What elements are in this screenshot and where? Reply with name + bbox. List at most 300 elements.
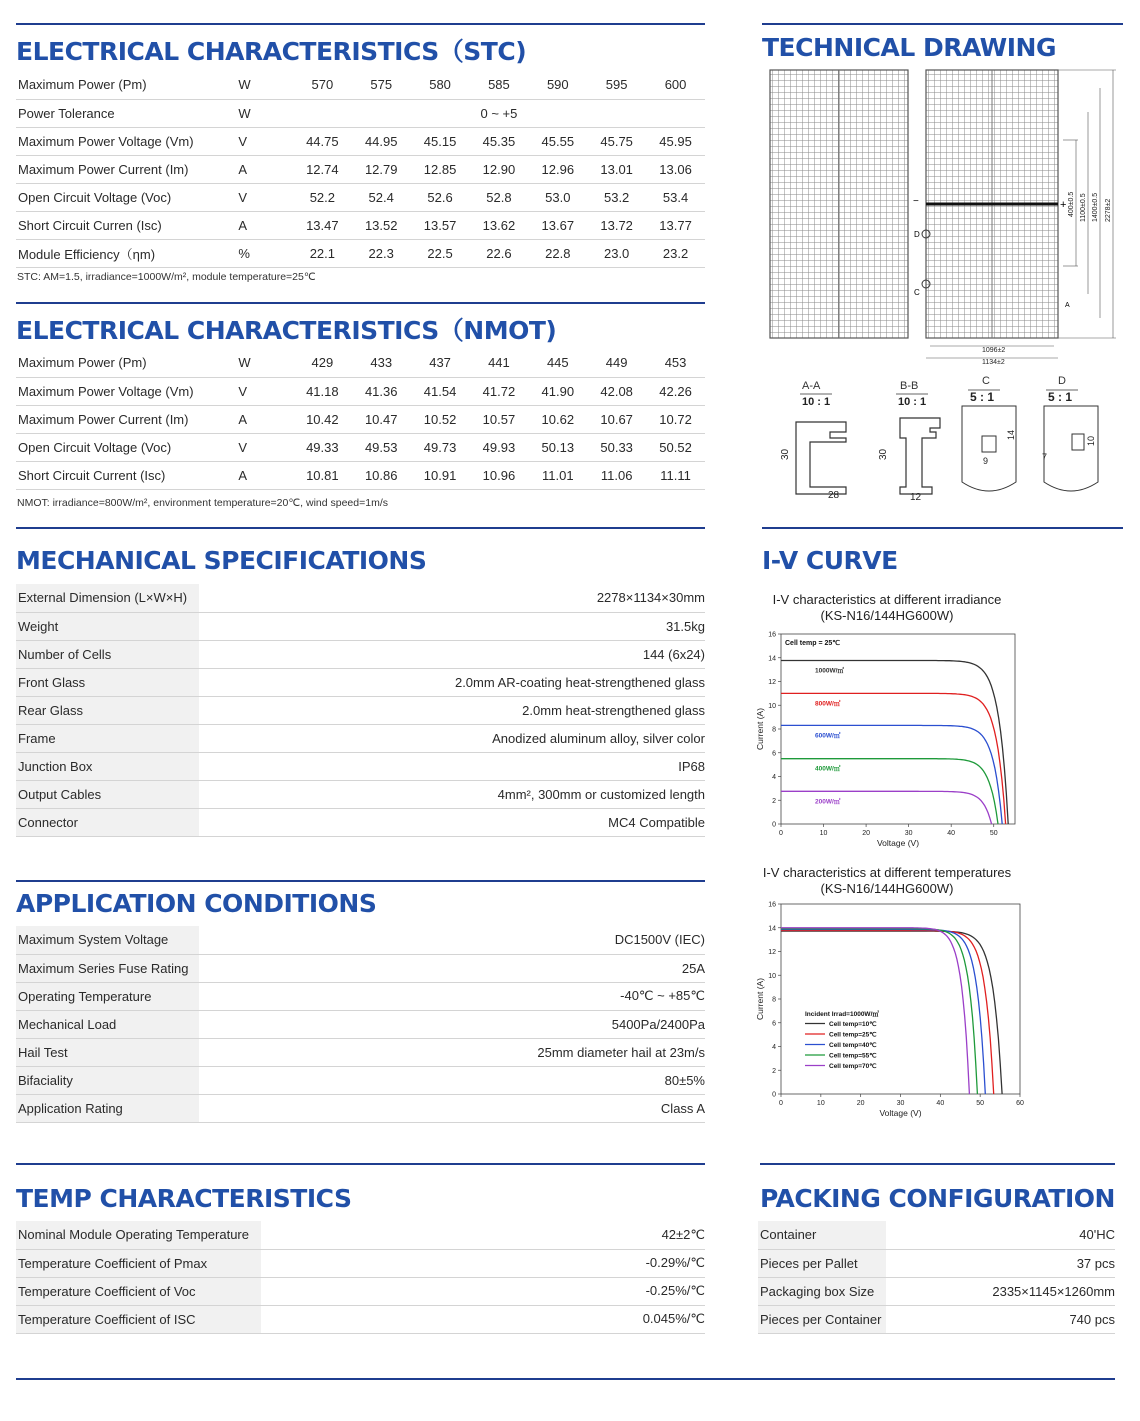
row-value: 13.77: [646, 211, 705, 239]
row-value: 12.85: [411, 155, 470, 183]
table-row: [16, 1249, 705, 1277]
dim-w1: 1096±2: [982, 347, 1006, 354]
legend-label: Cell temp=70℃: [829, 1063, 877, 1070]
nmot-table: [16, 349, 705, 490]
x-tick-label: 0: [779, 830, 783, 837]
x-axis-label: Voltage (V): [879, 1108, 922, 1118]
x-tick-label: 30: [896, 1100, 905, 1107]
table-row: [758, 1249, 1115, 1277]
row-value: 49.53: [352, 433, 411, 461]
spec-value: 5400Pa/2400Pa: [199, 1010, 705, 1038]
svg-text:+: +: [1060, 199, 1067, 211]
row-value: 50.33: [587, 433, 646, 461]
row-value: 580: [411, 71, 470, 99]
row-label: Maximum Power (Pm): [16, 71, 238, 99]
legend-label: Cell temp=55℃: [829, 1052, 877, 1060]
spec-label: Rear Glass: [16, 696, 199, 724]
row-value: 53.4: [646, 183, 705, 211]
row-value: 42.08: [587, 377, 646, 405]
table-row: [16, 584, 705, 612]
y-tick-label: 6: [772, 1020, 776, 1028]
row-value: 22.1: [293, 239, 352, 267]
spec-label: Bifaciality: [16, 1066, 199, 1094]
detail-c-d2: 9: [983, 456, 989, 466]
table-row: [16, 1038, 705, 1066]
spec-label: Application Rating: [16, 1094, 199, 1122]
spec-value: 31.5kg: [199, 612, 705, 640]
x-tick-label: 60: [1016, 1100, 1024, 1107]
iv-irradiance-chart: [748, 626, 1028, 854]
row-unit: A: [238, 211, 293, 239]
row-value: 12.79: [352, 155, 411, 183]
spec-label: Temperature Coefficient of Pmax: [16, 1249, 261, 1277]
row-unit: V: [238, 127, 293, 155]
spec-value: 42±2℃: [261, 1221, 705, 1249]
detail-d-scale: 5 : 1: [1048, 390, 1073, 404]
y-tick-label: 0: [772, 821, 776, 829]
row-value: 13.47: [293, 211, 352, 239]
spec-label: Maximum System Voltage: [16, 926, 199, 954]
series-label: 600W/㎡: [815, 732, 841, 740]
spec-label: Output Cables: [16, 780, 199, 808]
svg-text:A: A: [1065, 302, 1070, 309]
drawing-title: TECHNICAL DRAWING: [762, 33, 1057, 62]
spec-value: 740 pcs: [886, 1305, 1115, 1333]
detail-aa: [780, 380, 846, 501]
row-value: 575: [352, 71, 411, 99]
row-value: 13.67: [528, 211, 587, 239]
row-value: 437: [411, 349, 470, 377]
iv-chart2-title: [756, 865, 1018, 897]
row-value: 12.96: [528, 155, 587, 183]
temp-table: [16, 1221, 705, 1334]
table-row: [16, 982, 705, 1010]
row-value: 45.55: [528, 127, 587, 155]
spec-value: Anodized aluminum alloy, silver color: [199, 724, 705, 752]
section-divider: [16, 1163, 705, 1165]
spec-value: 2.0mm heat-strengthened glass: [199, 696, 705, 724]
row-value: 600: [646, 71, 705, 99]
spec-value: 2.0mm AR-coating heat-strengthened glass: [199, 668, 705, 696]
iv-chart1-title-line1: I-V characteristics at different irradiance: [772, 592, 1002, 607]
row-value: 12.74: [293, 155, 352, 183]
chart-annotation: Cell temp = 25℃: [785, 640, 841, 647]
spec-value: -0.29%/℃: [261, 1249, 705, 1277]
spec-label: Connector: [16, 808, 199, 836]
table-row: [16, 696, 705, 724]
y-tick-label: 12: [768, 949, 776, 956]
spec-label: Number of Cells: [16, 640, 199, 668]
table-row: [16, 99, 705, 127]
table-row: [16, 752, 705, 780]
y-tick-label: 4: [772, 774, 776, 781]
row-value: 22.6: [470, 239, 529, 267]
packing-table: [758, 1221, 1115, 1334]
svg-text:−: −: [913, 196, 919, 207]
detail-bb-d2: 12: [910, 492, 922, 503]
row-label: Module Efficiency（ηm): [16, 239, 238, 267]
row-label: Maximum Power Current (Im): [16, 405, 238, 433]
spec-label: Weight: [16, 612, 199, 640]
row-value: 10.47: [352, 405, 411, 433]
application-title: APPLICATION CONDITIONS: [16, 889, 377, 918]
y-tick-label: 10: [768, 972, 776, 980]
row-value: 41.18: [293, 377, 352, 405]
row-value: 570: [293, 71, 352, 99]
row-value: 13.72: [587, 211, 646, 239]
row-label: Maximum Power (Pm): [16, 349, 238, 377]
row-value: 22.5: [411, 239, 470, 267]
table-row: [16, 211, 705, 239]
row-value: 41.72: [470, 377, 529, 405]
section-divider: [16, 1378, 1115, 1380]
row-value: 45.35: [470, 127, 529, 155]
application-table: [16, 926, 705, 1123]
spec-value: Class A: [199, 1094, 705, 1122]
row-value: 10.52: [411, 405, 470, 433]
row-value: 45.15: [411, 127, 470, 155]
table-row: [16, 71, 705, 99]
series-label: 200W/㎡: [815, 798, 841, 806]
x-tick-label: 10: [819, 830, 828, 837]
row-unit: W: [238, 99, 293, 127]
row-unit: W: [238, 71, 293, 99]
svg-text:C: C: [914, 288, 920, 297]
series-label: 400W/㎡: [815, 765, 841, 773]
row-value: 13.62: [470, 211, 529, 239]
row-value: 52.2: [293, 183, 352, 211]
row-value: 22.8: [528, 239, 587, 267]
spec-value: 37 pcs: [886, 1249, 1115, 1277]
detail-c: [962, 375, 1016, 491]
row-value: 50.52: [646, 433, 705, 461]
row-value: 49.33: [293, 433, 352, 461]
detail-bb-d1: 30: [878, 448, 889, 460]
x-tick-label: 20: [856, 1100, 865, 1107]
legend-label: Cell temp=40℃: [829, 1042, 877, 1049]
spec-value: 80±5%: [199, 1066, 705, 1094]
row-value: 429: [293, 349, 352, 377]
iv-chart1-title: [762, 592, 1012, 624]
row-value: 13.06: [646, 155, 705, 183]
stc-note: STC: AM=1.5, irradiance=1000W/m², module temperature=25℃: [17, 271, 316, 283]
spec-label: Packaging box Size: [758, 1277, 886, 1305]
x-axis-label: Voltage (V): [876, 838, 920, 848]
y-tick-label: 10: [768, 702, 776, 710]
row-value: 0 ~ +5: [293, 99, 705, 127]
table-row: [16, 1221, 705, 1249]
row-value: 13.01: [587, 155, 646, 183]
section-divider: [16, 880, 705, 882]
row-value: 585: [470, 71, 529, 99]
packing-title: PACKING CONFIGURATION: [760, 1184, 1115, 1213]
spec-value: DC1500V (IEC): [199, 926, 705, 954]
x-tick-label: 30: [904, 830, 913, 837]
stc-table: [16, 71, 705, 268]
row-value: 433: [352, 349, 411, 377]
row-value: 595: [587, 71, 646, 99]
section-divider: [760, 1163, 1115, 1165]
y-tick-label: 14: [768, 925, 776, 933]
y-tick-label: 8: [772, 726, 776, 734]
detail-bb: [878, 380, 940, 503]
spec-label: Maximum Series Fuse Rating: [16, 954, 199, 982]
detail-c-name: C: [982, 375, 990, 387]
row-value: 52.8: [470, 183, 529, 211]
row-value: 441: [470, 349, 529, 377]
iv-title: I-V CURVE: [762, 546, 898, 575]
spec-label: Temperature Coefficient of Voc: [16, 1277, 261, 1305]
row-value: 52.4: [352, 183, 411, 211]
spec-label: Junction Box: [16, 752, 199, 780]
y-tick-label: 16: [768, 631, 776, 639]
spec-label: External Dimension (L×W×H): [16, 584, 199, 612]
y-tick-label: 0: [772, 1091, 776, 1099]
table-row: [16, 612, 705, 640]
row-value: 10.86: [352, 461, 411, 489]
spec-value: 25A: [199, 954, 705, 982]
spec-value: 2278×1134×30mm: [199, 584, 705, 612]
table-row: [16, 183, 705, 211]
row-value: 10.67: [587, 405, 646, 433]
row-value: 13.52: [352, 211, 411, 239]
y-tick-label: 12: [768, 679, 776, 686]
row-value: 10.81: [293, 461, 352, 489]
row-value: 42.26: [646, 377, 705, 405]
spec-label: Frame: [16, 724, 199, 752]
row-unit: A: [238, 155, 293, 183]
y-tick-label: 14: [768, 655, 776, 663]
spec-value: 144 (6x24): [199, 640, 705, 668]
svg-text:D: D: [914, 230, 920, 239]
table-row: [16, 127, 705, 155]
table-row: [16, 461, 705, 489]
table-row: [16, 808, 705, 836]
spec-label: Container: [758, 1221, 886, 1249]
dim-h4: 2278±2: [1105, 198, 1112, 222]
row-value: 49.73: [411, 433, 470, 461]
row-value: 445: [528, 349, 587, 377]
table-row: [16, 954, 705, 982]
row-label: Open Circuit Voltage (Voc): [16, 183, 238, 211]
y-tick-label: 2: [772, 797, 776, 805]
spec-value: 25mm diameter hail at 23m/s: [199, 1038, 705, 1066]
spec-label: Hail Test: [16, 1038, 199, 1066]
stc-title: ELECTRICAL CHARACTERISTICS（STC): [16, 37, 527, 66]
row-value: 53.2: [587, 183, 646, 211]
row-value: 53.0: [528, 183, 587, 211]
iv-temperature-chart: [748, 896, 1038, 1124]
table-row: [758, 1305, 1115, 1333]
series-label: 800W/㎡: [815, 700, 841, 708]
detail-c-scale: 5 : 1: [970, 390, 995, 404]
row-value: 23.2: [646, 239, 705, 267]
row-unit: W: [238, 349, 293, 377]
section-divider: [762, 527, 1123, 529]
row-unit: %: [238, 239, 293, 267]
detail-bb-scale: 10 : 1: [898, 396, 927, 408]
row-value: 49.93: [470, 433, 529, 461]
table-row: [16, 433, 705, 461]
section-divider: [762, 23, 1123, 25]
x-tick-label: 50: [989, 830, 998, 837]
nmot-title: ELECTRICAL CHARACTERISTICS（NMOT): [16, 316, 557, 345]
row-value: 50.13: [528, 433, 587, 461]
row-value: 13.57: [411, 211, 470, 239]
spec-label: Pieces per Pallet: [758, 1249, 886, 1277]
row-value: 23.0: [587, 239, 646, 267]
row-value: 590: [528, 71, 587, 99]
row-value: 44.75: [293, 127, 352, 155]
row-label: Short Circuit Current (Isc): [16, 461, 238, 489]
detail-d-name: D: [1058, 375, 1066, 387]
row-unit: A: [238, 461, 293, 489]
row-unit: V: [238, 377, 293, 405]
table-row: [16, 349, 705, 377]
detail-aa-scale: 10 : 1: [802, 396, 831, 408]
row-value: 11.06: [587, 461, 646, 489]
row-value: 41.36: [352, 377, 411, 405]
nmot-note: NMOT: irradiance=800W/m², environment temperature=20℃, wind speed=1m/s: [17, 497, 388, 509]
table-row: [16, 1066, 705, 1094]
spec-value: 4mm², 300mm or customized length: [199, 780, 705, 808]
row-label: Power Tolerance: [16, 99, 238, 127]
spec-value: 2335×1145×1260mm: [886, 1277, 1115, 1305]
row-value: 11.11: [646, 461, 705, 489]
table-row: [16, 1305, 705, 1333]
row-label: Short Circuit Curren (Isc): [16, 211, 238, 239]
panel-front-view: [770, 70, 908, 338]
table-row: [16, 405, 705, 433]
spec-label: Pieces per Container: [758, 1305, 886, 1333]
table-row: [16, 1010, 705, 1038]
y-tick-label: 16: [768, 901, 776, 909]
row-unit: V: [238, 183, 293, 211]
x-tick-label: 50: [976, 1100, 985, 1107]
table-row: [16, 155, 705, 183]
iv-chart2-title-line2: (KS-N16/144HG600W): [820, 881, 954, 896]
table-row: [16, 668, 705, 696]
table-row: [16, 1277, 705, 1305]
spec-label: Operating Temperature: [16, 982, 199, 1010]
y-tick-label: 6: [772, 750, 776, 758]
row-value: 12.90: [470, 155, 529, 183]
row-value: 10.42: [293, 405, 352, 433]
x-tick-label: 0: [779, 1100, 783, 1107]
row-value: 11.01: [528, 461, 587, 489]
spec-value: -40℃ ~ +85℃: [199, 982, 705, 1010]
y-tick-label: 2: [772, 1067, 776, 1075]
legend-label: Cell temp=25℃: [829, 1031, 877, 1039]
row-value: 44.95: [352, 127, 411, 155]
table-row: [16, 926, 705, 954]
detail-d-d2: 7: [1042, 452, 1048, 462]
section-divider: [16, 23, 705, 25]
x-tick-label: 20: [862, 830, 870, 837]
plot-area: [781, 634, 1015, 824]
spec-value: -0.25%/℃: [261, 1277, 705, 1305]
spec-label: Front Glass: [16, 668, 199, 696]
panel-back-view: [913, 70, 1116, 366]
spec-label: Nominal Module Operating Temperature: [16, 1221, 261, 1249]
row-value: 41.90: [528, 377, 587, 405]
detail-d-d1: 10: [1086, 435, 1096, 446]
iv-chart1-title-line2: (KS-N16/144HG600W): [820, 608, 954, 623]
row-unit: A: [238, 405, 293, 433]
detail-aa-name: A-A: [802, 380, 821, 392]
row-value: 10.96: [470, 461, 529, 489]
row-value: 45.95: [646, 127, 705, 155]
spec-value: 0.045%/℃: [261, 1305, 705, 1333]
detail-aa-d1: 30: [780, 448, 791, 460]
series-label: 1000W/㎡: [815, 667, 844, 675]
row-label: Maximum Power Voltage (Vm): [16, 127, 238, 155]
row-value: 22.3: [352, 239, 411, 267]
row-label: Maximum Power Current (Im): [16, 155, 238, 183]
detail-c-d1: 14: [1006, 429, 1016, 440]
x-tick-label: 40: [947, 830, 956, 837]
iv-chart2-title-line1: I-V characteristics at different temperatures: [762, 865, 1012, 880]
row-value: 10.57: [470, 405, 529, 433]
row-label: Open Circuit Voltage (Voc): [16, 433, 238, 461]
spec-label: Mechanical Load: [16, 1010, 199, 1038]
table-row: [758, 1277, 1115, 1305]
section-divider: [16, 527, 705, 529]
row-value: 10.91: [411, 461, 470, 489]
table-row: [16, 239, 705, 267]
row-value: 453: [646, 349, 705, 377]
dim-w2: 1134±2: [982, 359, 1005, 366]
x-tick-label: 40: [936, 1100, 945, 1107]
table-row: [16, 724, 705, 752]
row-value: 10.72: [646, 405, 705, 433]
table-row: [16, 780, 705, 808]
spec-value: 40'HC: [886, 1221, 1115, 1249]
row-value: 10.62: [528, 405, 587, 433]
y-tick-label: 4: [772, 1044, 776, 1051]
section-divider: [16, 302, 705, 304]
detail-aa-d2: 28: [828, 490, 840, 501]
mechanical-title: MECHANICAL SPECIFICATIONS: [16, 546, 427, 575]
spec-value: IP68: [199, 752, 705, 780]
technical-drawing: [760, 62, 1130, 512]
y-axis-label: Current (A): [755, 977, 765, 1021]
legend-label: Cell temp=10℃: [829, 1021, 877, 1028]
row-value: 449: [587, 349, 646, 377]
detail-bb-name: B-B: [900, 380, 919, 392]
dim-h3: 1400±0.5: [1092, 192, 1099, 222]
legend-title: Incident Irrad=1000W/㎡: [805, 1011, 879, 1018]
table-row: [758, 1221, 1115, 1249]
y-tick-label: 8: [772, 996, 776, 1004]
dim-h1: 400±0.5: [1068, 191, 1075, 217]
table-row: [16, 377, 705, 405]
row-label: Maximum Power Voltage (Vm): [16, 377, 238, 405]
x-tick-label: 10: [816, 1100, 825, 1107]
dim-h2: 1100±0.5: [1080, 193, 1087, 222]
table-row: [16, 640, 705, 668]
detail-d: [1042, 375, 1098, 491]
y-axis-label: Current (A): [755, 707, 765, 751]
row-value: 45.75: [587, 127, 646, 155]
temp-title: TEMP CHARACTERISTICS: [16, 1184, 352, 1213]
row-value: 41.54: [411, 377, 470, 405]
mechanical-table: [16, 584, 705, 837]
table-row: [16, 1094, 705, 1122]
spec-label: Temperature Coefficient of ISC: [16, 1305, 261, 1333]
spec-value: MC4 Compatible: [199, 808, 705, 836]
row-unit: V: [238, 433, 293, 461]
